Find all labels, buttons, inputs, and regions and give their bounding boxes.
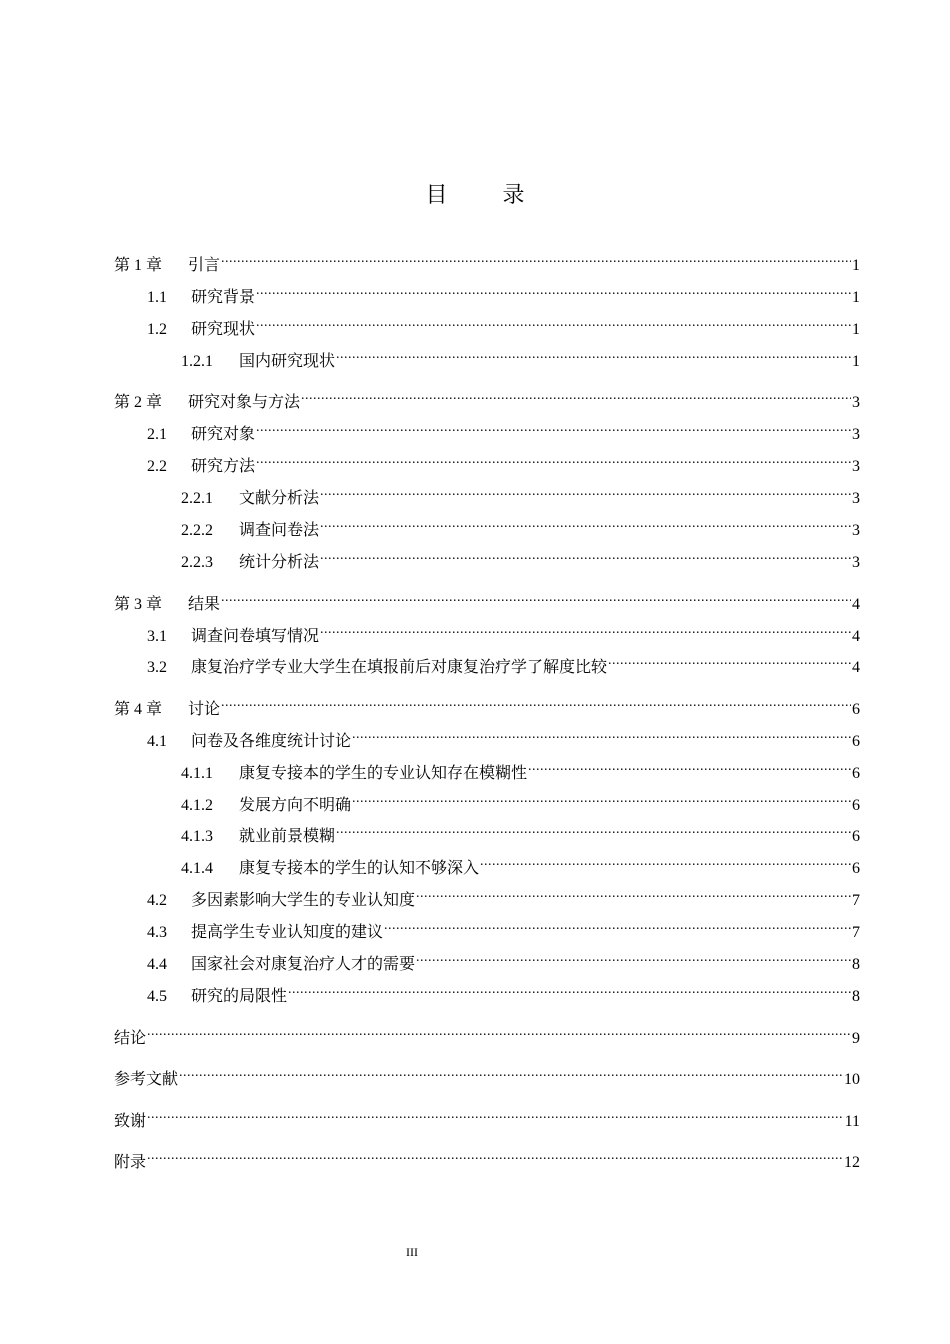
toc-entry-number: 3.2 bbox=[147, 659, 167, 676]
toc-entry[interactable] bbox=[181, 511, 860, 539]
toc-entry-title: 康复治疗学专业大学生在填报前后对康复治疗学了解度比较 bbox=[191, 657, 608, 676]
toc-entry[interactable] bbox=[181, 543, 860, 571]
toc-leader-dots bbox=[608, 648, 851, 672]
toc-leader-dots bbox=[352, 722, 851, 746]
toc-entry-page: 8 bbox=[852, 956, 860, 973]
toc-entry-title: 研究现状 bbox=[191, 319, 256, 338]
toc-entry-page: 1 bbox=[852, 321, 860, 338]
toc-entry[interactable] bbox=[114, 246, 860, 274]
toc-entry-title: 问卷及各维度统计讨论 bbox=[191, 731, 352, 750]
toc-leader-dots bbox=[301, 383, 851, 407]
toc-entry-title: 国家社会对康复治疗人才的需要 bbox=[191, 954, 416, 973]
toc-entry[interactable] bbox=[147, 881, 860, 909]
toc-entry-number: 4.3 bbox=[147, 924, 167, 941]
toc-leader-dots bbox=[528, 754, 851, 778]
toc-entry-number: 4.1.4 bbox=[181, 860, 213, 877]
toc-entry[interactable] bbox=[181, 786, 860, 814]
toc-leader-dots bbox=[416, 881, 851, 905]
toc-leader-dots bbox=[221, 690, 851, 714]
toc-leader-dots bbox=[320, 479, 851, 503]
toc-entry-page: 4 bbox=[852, 628, 860, 645]
toc-entry-number: 第 1 章 bbox=[114, 257, 163, 274]
toc-entry-number: 2.1 bbox=[147, 426, 167, 443]
page-title bbox=[0, 178, 950, 209]
toc-entry-title: 研究对象 bbox=[191, 424, 256, 443]
toc-entry-number: 4.1 bbox=[147, 733, 167, 750]
toc-entry-page: 6 bbox=[852, 701, 860, 718]
toc-entry-number: 2.2.1 bbox=[181, 490, 213, 507]
toc-entry-page: 6 bbox=[852, 733, 860, 750]
toc-entry[interactable] bbox=[114, 1102, 860, 1130]
toc-entry-title: 统计分析法 bbox=[239, 552, 320, 571]
toc-entry-title: 结论 bbox=[114, 1028, 147, 1047]
toc-entry-page: 6 bbox=[852, 860, 860, 877]
toc-leader-dots bbox=[256, 415, 851, 439]
toc-entry-title: 讨论 bbox=[188, 699, 221, 718]
toc-entry-title: 研究背景 bbox=[191, 287, 256, 306]
toc-entry-page: 10 bbox=[844, 1071, 860, 1088]
toc-entry[interactable] bbox=[114, 585, 860, 613]
toc-entry[interactable] bbox=[147, 977, 860, 1005]
toc-leader-dots bbox=[179, 1060, 843, 1084]
toc-entry-page: 7 bbox=[852, 892, 860, 909]
toc-entry-number: 4.2 bbox=[147, 892, 167, 909]
toc-entry-title: 研究的局限性 bbox=[191, 986, 288, 1005]
toc-entry[interactable] bbox=[114, 1060, 860, 1088]
toc-entry-number: 第 3 章 bbox=[114, 596, 163, 613]
toc-entry[interactable] bbox=[114, 383, 860, 411]
toc-entry-page: 6 bbox=[852, 765, 860, 782]
toc-leader-dots bbox=[416, 945, 851, 969]
toc-leader-dots bbox=[221, 246, 851, 270]
toc-entry-number: 1.2.1 bbox=[181, 353, 213, 370]
title-char-2: 录 bbox=[502, 183, 525, 208]
toc-leader-dots bbox=[320, 543, 851, 567]
toc-entry-page: 9 bbox=[852, 1030, 860, 1047]
toc-entry-title: 康复专接本的学生的专业认知存在模糊性 bbox=[239, 763, 528, 782]
toc-entry[interactable] bbox=[181, 479, 860, 507]
toc-entry-title: 就业前景模糊 bbox=[239, 826, 336, 845]
toc-entry[interactable] bbox=[147, 722, 860, 750]
toc-entry-page: 1 bbox=[852, 289, 860, 306]
toc-entry[interactable] bbox=[114, 1019, 860, 1047]
toc-entry[interactable] bbox=[181, 754, 860, 782]
toc-entry-number: 4.4 bbox=[147, 956, 167, 973]
toc-entry-number: 4.1.3 bbox=[181, 828, 213, 845]
toc-entry[interactable] bbox=[147, 415, 860, 443]
toc-entry-title: 致谢 bbox=[114, 1111, 147, 1130]
toc-entry-number: 2.2.2 bbox=[181, 522, 213, 539]
toc-entry-page: 12 bbox=[844, 1154, 860, 1171]
toc-entry-number: 1.2 bbox=[147, 321, 167, 338]
toc-entry-title: 引言 bbox=[188, 255, 221, 274]
toc-entry[interactable] bbox=[147, 310, 860, 338]
toc-entry-page: 3 bbox=[852, 522, 860, 539]
toc-entry-page: 1 bbox=[852, 257, 860, 274]
toc-entry-page: 3 bbox=[852, 394, 860, 411]
toc-entry-number: 1.1 bbox=[147, 289, 167, 306]
toc-entry[interactable] bbox=[147, 447, 860, 475]
toc-leader-dots bbox=[336, 817, 851, 841]
toc-leader-dots bbox=[221, 585, 851, 609]
toc-leader-dots bbox=[352, 786, 851, 810]
toc-entry-title: 研究方法 bbox=[191, 456, 256, 475]
toc-entry-page: 7 bbox=[852, 924, 860, 941]
toc-leader-dots bbox=[147, 1102, 844, 1126]
title-char-1: 目 bbox=[425, 183, 448, 208]
toc-entry-title: 提高学生专业认知度的建议 bbox=[191, 922, 384, 941]
toc-entry-title: 参考文献 bbox=[114, 1069, 179, 1088]
toc-entry-page: 8 bbox=[852, 988, 860, 1005]
toc-leader-dots bbox=[320, 617, 851, 641]
toc-entry-title: 调查问卷法 bbox=[239, 520, 320, 539]
toc-leader-dots bbox=[320, 511, 851, 535]
toc-entry-page: 3 bbox=[852, 554, 860, 571]
toc-leader-dots bbox=[336, 342, 851, 366]
toc-entry-title: 调查问卷填写情况 bbox=[191, 626, 320, 645]
toc-entry[interactable] bbox=[147, 945, 860, 973]
toc-leader-dots bbox=[480, 849, 851, 873]
toc-entry-page: 4 bbox=[852, 659, 860, 676]
toc-entry-page: 1 bbox=[852, 353, 860, 370]
toc-leader-dots bbox=[384, 913, 851, 937]
toc-leader-dots bbox=[147, 1019, 851, 1043]
toc-entry-title: 多因素影响大学生的专业认知度 bbox=[191, 890, 416, 909]
toc-entry[interactable] bbox=[147, 617, 860, 645]
toc-leader-dots bbox=[256, 278, 851, 302]
toc-entry-title: 文献分析法 bbox=[239, 488, 320, 507]
toc-leader-dots bbox=[288, 977, 851, 1001]
toc-entry-number: 第 4 章 bbox=[114, 701, 163, 718]
toc-leader-dots bbox=[256, 447, 851, 471]
toc-entry-number: 4.1.1 bbox=[181, 765, 213, 782]
toc-entry[interactable] bbox=[147, 278, 860, 306]
toc-entry[interactable] bbox=[181, 817, 860, 845]
toc-entry-title: 国内研究现状 bbox=[239, 351, 336, 370]
toc-entry-number: 2.2.3 bbox=[181, 554, 213, 571]
toc-entry[interactable] bbox=[147, 913, 860, 941]
toc-entry-title: 发展方向不明确 bbox=[239, 795, 352, 814]
toc-entry-page: 4 bbox=[852, 596, 860, 613]
toc-entry-number: 3.1 bbox=[147, 628, 167, 645]
toc-entry-number: 4.5 bbox=[147, 988, 167, 1005]
toc-entry[interactable] bbox=[147, 648, 860, 676]
page-number-footer: III bbox=[406, 1245, 418, 1259]
toc-entry[interactable] bbox=[181, 849, 860, 877]
toc-entry-title: 结果 bbox=[188, 594, 221, 613]
toc-entry-page: 6 bbox=[852, 828, 860, 845]
toc-entry-page: 6 bbox=[852, 797, 860, 814]
toc-entry-number: 2.2 bbox=[147, 458, 167, 475]
toc-entry-title: 研究对象与方法 bbox=[188, 392, 301, 411]
toc-entry-page: 3 bbox=[852, 426, 860, 443]
toc-entry-page: 3 bbox=[852, 490, 860, 507]
toc-leader-dots bbox=[147, 1143, 843, 1167]
toc-entry[interactable] bbox=[114, 690, 860, 718]
toc-entry[interactable] bbox=[181, 342, 860, 370]
toc-entry-page: 11 bbox=[844, 1113, 860, 1130]
toc-entry-title: 附录 bbox=[114, 1152, 147, 1171]
toc-entry-number: 第 2 章 bbox=[114, 394, 163, 411]
toc-entry-title: 康复专接本的学生的认知不够深入 bbox=[239, 858, 480, 877]
toc-leader-dots bbox=[256, 310, 851, 334]
toc-entry-number: 4.1.2 bbox=[181, 797, 213, 814]
toc-entry-page: 3 bbox=[852, 458, 860, 475]
toc-entry[interactable] bbox=[114, 1143, 860, 1171]
